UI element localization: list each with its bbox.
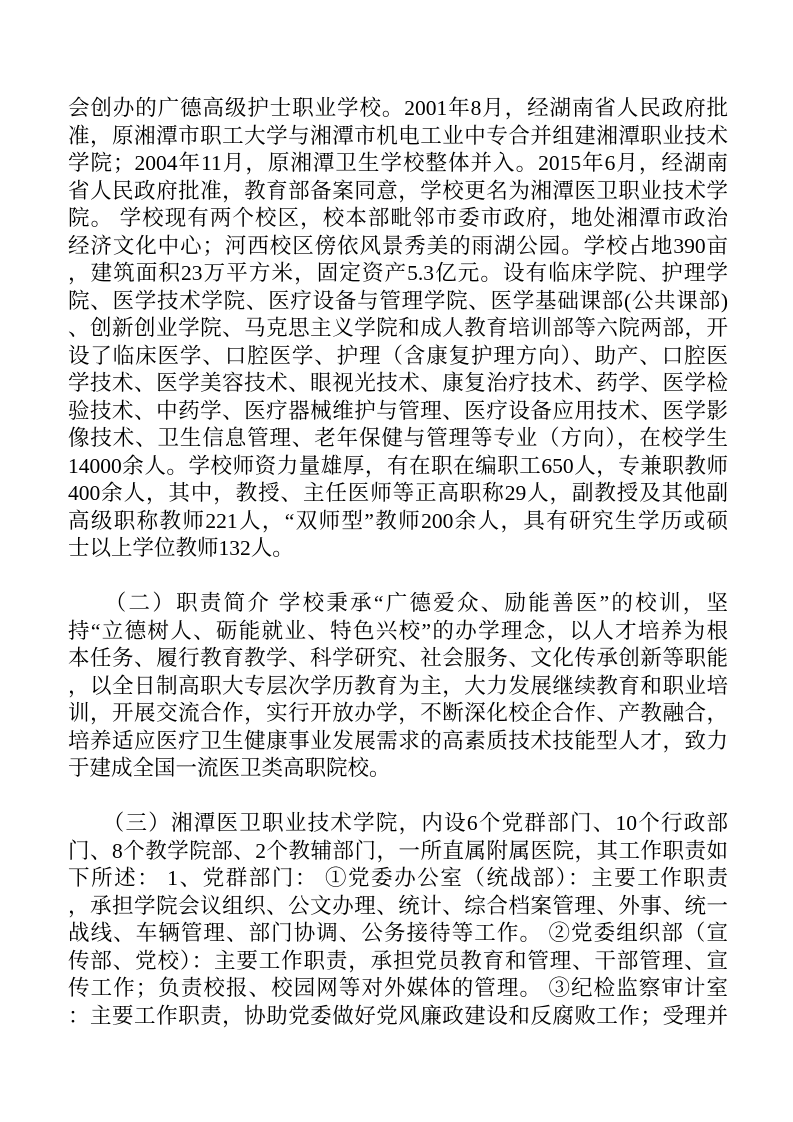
text-line: 培养适应医疗卫生健康事业发展需求的高素质技术技能型人才，致力 xyxy=(68,728,728,753)
text-line: 像技术、卫生信息管理、老年保健与管理等专业（方向），在校学生 xyxy=(68,426,728,450)
text-line: ：主要工作职责，协助党委做好党风廉政建设和反腐败工作；受理并 xyxy=(68,1003,728,1028)
text-line: 验技术、中药学、医疗器械维护与管理、医疗设备应用技术、医学影 xyxy=(68,398,728,423)
paragraph-school-history-overview xyxy=(68,95,728,563)
paragraph-departments-structure xyxy=(68,810,728,1030)
text-line: 14000余人。学校师资力量雄厚，有在职在编职工650人，专兼职教师 xyxy=(68,453,728,478)
text-line: 准，原湘潭市职工大学与湘潭市机电工业中专合并组建湘潭职业技术 xyxy=(68,123,728,148)
paragraph-duties-intro xyxy=(68,590,728,783)
text-line: 战线、车辆管理、部门协调、公务接待等工作。 ②党委组织部（宣 xyxy=(68,921,728,945)
text-line: 400余人，其中，教授、主任医师等正高职称29人，副教授及其他副 xyxy=(68,481,728,505)
text-line: 经济文化中心；河西校区傍依风景秀美的雨湖公园。学校占地390亩 xyxy=(68,233,728,258)
text-line: 院。 学校现有两个校区，校本部毗邻市委市政府，地处湘潭市政治 xyxy=(68,206,728,230)
document-text-body xyxy=(68,95,728,1030)
text-line: ，建筑面积23万平方米，固定资产5.3亿元。设有临床学院、护理学 xyxy=(68,261,728,285)
text-line: 、创新创业学院、马克思主义学院和成人教育培训部等六院两部，开 xyxy=(68,316,728,340)
text-line: 士以上学位教师132人。 xyxy=(68,536,294,560)
text-line: （二）职责简介 学校秉承“广德爱众、励能善医”的校训，坚 xyxy=(68,591,728,615)
text-line: 学院；2004年11月，原湘潭卫生学校整体并入。2015年6月，经湖南 xyxy=(68,151,728,175)
text-line: 设了临床医学、口腔医学、护理（含康复护理方向）、助产、口腔医 xyxy=(68,343,728,368)
text-line: 持“立德树人、砺能就业、特色兴校”的办学理念，以人才培养为根 xyxy=(68,618,728,643)
text-line: 高级职称教师221人，“双师型”教师200余人，具有研究生学历或硕 xyxy=(68,508,728,533)
text-line: ，以全日制高职大专层次学历教育为主，大力发展继续教育和职业培 xyxy=(68,673,728,698)
text-line: 本任务、履行教育教学、科学研究、社会服务、文化传承创新等职能 xyxy=(68,646,728,670)
text-line: 会创办的广德高级护士职业学校。2001年8月，经湖南省人民政府批 xyxy=(68,96,728,120)
text-line: 门、8个教学院部、2个教辅部门，一所直属附属医院，其工作职责如 xyxy=(68,838,728,863)
text-line: 传部、党校）：主要工作职责，承担党员教育和管理、干部管理、宣 xyxy=(68,948,728,973)
text-line: ，承担学院会议组织、公文办理、统计、综合档案管理、外事、统一 xyxy=(68,893,728,918)
text-line: （三）湘潭医卫职业技术学院，内设6个党群部门、10个行政部 xyxy=(68,811,728,835)
text-line: 下所述： 1、党群部门： ①党委办公室（统战部）：主要工作职责 xyxy=(68,866,728,890)
text-line: 于建成全国一流医卫类高职院校。 xyxy=(68,756,391,780)
text-line: 院、医学技术学院、医疗设备与管理学院、医学基础课部(公共课部) xyxy=(68,288,728,313)
text-line: 传工作；负责校报、校园网等对外媒体的管理。 ③纪检监察审计室 xyxy=(68,976,728,1000)
text-line: 省人民政府批准，教育部备案同意，学校更名为湘潭医卫职业技术学 xyxy=(68,178,728,203)
text-line: 学技术、医学美容技术、眼视光技术、康复治疗技术、药学、医学检 xyxy=(68,371,728,395)
text-line: 训，开展交流合作，实行开放办学，不断深化校企合作、产教融合， xyxy=(68,701,728,725)
